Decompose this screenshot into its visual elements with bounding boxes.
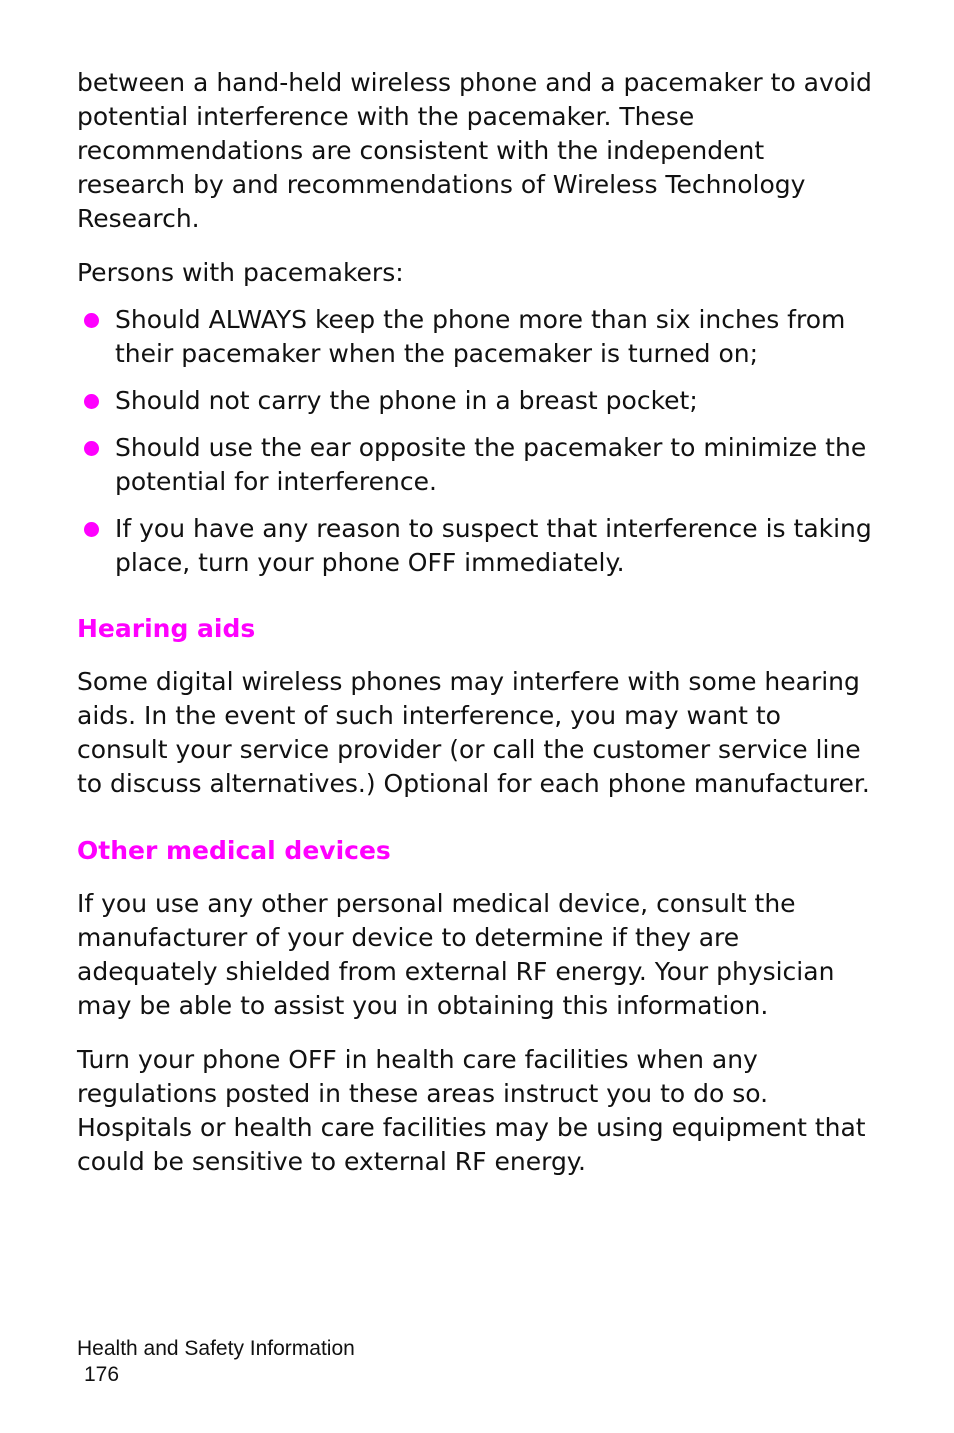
list-item-text: If you have any reason to suspect that interference is taking place, turn your phone OFF immediately. (115, 514, 872, 577)
footer-section-title: Health and Safety Information (77, 1337, 355, 1360)
bullet-icon (84, 313, 99, 328)
hearing-aids-paragraph: Some digital wireless phones may interfere with some hearing aids. In the event of such interference, you may want to consult your service provider (or call the customer service line to discuss alternatives.) Optional for each phone manufacturer. (77, 667, 870, 798)
list-item-text: Should ALWAYS keep the phone more than six inches from their pacemaker when the pacemaker is turned on; (115, 305, 846, 368)
page-content (77, 66, 877, 1179)
page-footer (77, 1336, 355, 1388)
bullet-icon (84, 394, 99, 409)
pacemaker-bullet-list (77, 303, 877, 580)
other-medical-paragraph-2: Turn your phone OFF in health care facilities when any regulations posted in these areas instruct you to do so. Hospitals or health care facilities may be using equipment that could be sensitive to external RF energy. (77, 1045, 866, 1176)
page-number: 176 (84, 1363, 120, 1386)
bullet-icon (84, 522, 99, 537)
hearing-aids-heading: Hearing aids (77, 614, 256, 643)
list-item-text: Should use the ear opposite the pacemaker to minimize the potential for interference. (115, 433, 867, 496)
bullet-icon (84, 441, 99, 456)
other-medical-paragraph-1: If you use any other personal medical device, consult the manufacturer of your device to determine if they are adequately shielded from external RF energy. Your physician may be able to assist you in obtaining this information. (77, 889, 835, 1020)
list-item (77, 431, 877, 499)
other-medical-devices-heading: Other medical devices (77, 836, 391, 865)
list-item (77, 512, 877, 580)
pacemaker-lead: Persons with pacemakers: (77, 258, 404, 287)
list-item-text: Should not carry the phone in a breast pocket; (115, 386, 698, 415)
list-item (77, 303, 877, 371)
list-item (77, 384, 877, 418)
intro-paragraph: between a hand-held wireless phone and a pacemaker to avoid potential interference with the pacemaker. These recommendations are consistent with the independent research by and recommendations of Wireless Technology Research. (77, 68, 872, 233)
